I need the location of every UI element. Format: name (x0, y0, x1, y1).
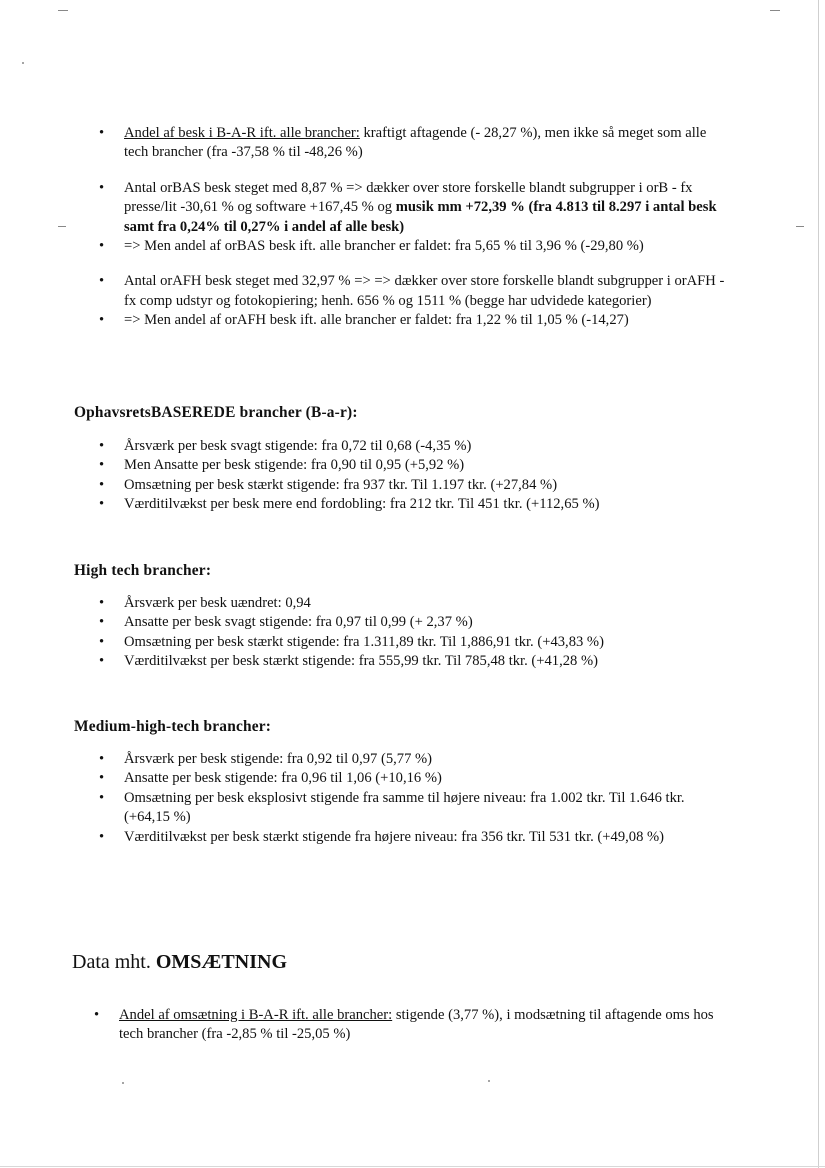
item-text: Antal orAFH besk steget med 32,97 % => => dækker over store forskelle blandt subgrupper i orAFH - fx comp udstyr og fotokopiering; henh. 656 % og 1511 % (begge har udvidede kategorier) (124, 273, 725, 309)
data-title-caps: OMSÆTNING (155, 951, 287, 973)
item-text: kraftigt aftagende (- 28,27 %), men ikke så meget som alle tech brancher (fra -37,58 % til -48,26 %) (124, 125, 707, 161)
list-item (99, 237, 734, 256)
item-text: Værditilvækst per besk mere end fordobling: fra 212 tkr. Til 451 tkr. (+112,65 %) (124, 496, 600, 513)
bullet-icon: • (99, 457, 105, 474)
bullet-icon: • (99, 312, 105, 329)
item-text: Årsværk per besk uændret: 0,94 (124, 595, 311, 611)
data-title-prefix: Data mht. (72, 951, 151, 973)
bullet-icon: • (99, 238, 105, 255)
intro-list (99, 124, 734, 331)
bullet-icon: • (99, 125, 105, 141)
scan-speck (488, 1080, 490, 1082)
scan-mark (796, 226, 804, 227)
item-text: Årsværk per besk svagt stigende: fra 0,72 til 0,68 (-4,35 %) (124, 438, 472, 454)
scan-edge-right (818, 0, 819, 1168)
list-item (99, 437, 764, 456)
scan-speck (22, 62, 24, 64)
item-text: Værditilvækst per besk stærkt stigende fra højere niveau: fra 356 tkr. Til 531 tkr. (+49,08 %) (124, 828, 665, 845)
scan-edge-bottom (0, 1166, 825, 1167)
item-text: => Men andel af orAFH besk ift. alle brancher er faldet: fra 1,22 % til 1,05 % (-14,27) (124, 312, 629, 329)
bullet-icon: • (99, 828, 105, 845)
bullet-icon: • (99, 633, 105, 650)
section-heading: OphavsretsBASEREDE brancher (B-a-r): (74, 404, 358, 421)
scan-mark (58, 10, 68, 11)
list-item (99, 272, 734, 311)
scan-mark (770, 10, 780, 11)
list-item (99, 495, 764, 514)
list-item (99, 613, 764, 632)
item-text: Omsætning per besk stærkt stigende: fra 1.311,89 tkr. Til 1,886,91 tkr. (+43,83 %) (124, 633, 604, 650)
bullet-icon: • (99, 770, 105, 787)
section-list (99, 750, 734, 847)
section-list (99, 594, 764, 672)
item-text: Antal orBAS besk steget med 8,87 % => dækker over store forskelle blandt subgrupper i orB - fx presse/lit -30,61 % og software +167,45 % og (124, 179, 693, 216)
list-item (94, 1006, 719, 1045)
bullet-icon: • (99, 789, 105, 806)
section-heading: Medium-high-tech brancher: (74, 718, 272, 735)
item-text: Ansatte per besk svagt stigende: fra 0,97 til 0,99 (+ 2,37 %) (124, 614, 473, 631)
data-list (94, 1006, 719, 1045)
item-text: Omsætning per besk stærkt stigende: fra 937 tkr. Til 1.197 tkr. (+27,84 %) (124, 476, 558, 493)
list-item (99, 769, 734, 788)
bullet-icon: • (99, 595, 105, 611)
section-heading: High tech brancher: (74, 562, 212, 579)
list-item (99, 789, 734, 828)
list-item (99, 179, 734, 237)
data-section-title (72, 951, 287, 974)
item-text: Værditilvækst per besk stærkt stigende: fra 555,99 tkr. Til 785,48 tkr. (+41,28 %) (124, 653, 599, 670)
bullet-icon: • (99, 476, 105, 493)
list-item (99, 594, 764, 613)
bullet-icon: • (99, 614, 105, 631)
bullet-icon: • (99, 438, 105, 454)
bullet-icon: • (99, 496, 105, 513)
scan-speck (122, 1082, 124, 1084)
item-bold-text: musik mm +72,39 % (fra 4.813 til 8.297 i antal besk samt fra 0,24% til 0,27% i andel af alle besk) (124, 199, 717, 235)
bullet-icon: • (99, 751, 105, 767)
item-text: stigende (3,77 %), i modsætning til aftagende oms hos tech brancher (fra -2,85 % til -25,05 %) (119, 1007, 714, 1043)
item-text: Årsværk per besk stigende: fra 0,92 til 0,97 (5,77 %) (124, 751, 433, 767)
item-lead: Andel af besk i B-A-R ift. alle brancher: (124, 125, 360, 141)
bullet-icon: • (94, 1007, 100, 1023)
scan-mark (58, 226, 66, 227)
bullet-icon: • (99, 653, 105, 670)
list-item (99, 633, 764, 652)
item-text: Ansatte per besk stigende: fra 0,96 til 1,06 (+10,16 %) (124, 770, 442, 787)
item-text: Omsætning per besk eksplosivt stigende fra samme til højere niveau: fra 1.002 tkr. Til 1.646 tkr. (+64,15 %) (124, 789, 685, 826)
list-item (99, 124, 734, 163)
list-item (99, 652, 764, 671)
bullet-icon: • (99, 273, 105, 290)
item-text: Men Ansatte per besk stigende: fra 0,90 til 0,95 (+5,92 %) (124, 457, 465, 474)
list-item (99, 750, 734, 769)
list-item (99, 476, 764, 495)
item-lead: Andel af omsætning i B-A-R ift. alle brancher: (119, 1007, 393, 1023)
list-item (99, 456, 764, 475)
list-item (99, 311, 734, 330)
section-list (99, 437, 764, 515)
bullet-icon: • (99, 179, 105, 196)
item-text: => Men andel af orBAS besk ift. alle brancher er faldet: fra 5,65 % til 3,96 % (-29,80 %) (124, 238, 644, 255)
list-item (99, 828, 734, 847)
